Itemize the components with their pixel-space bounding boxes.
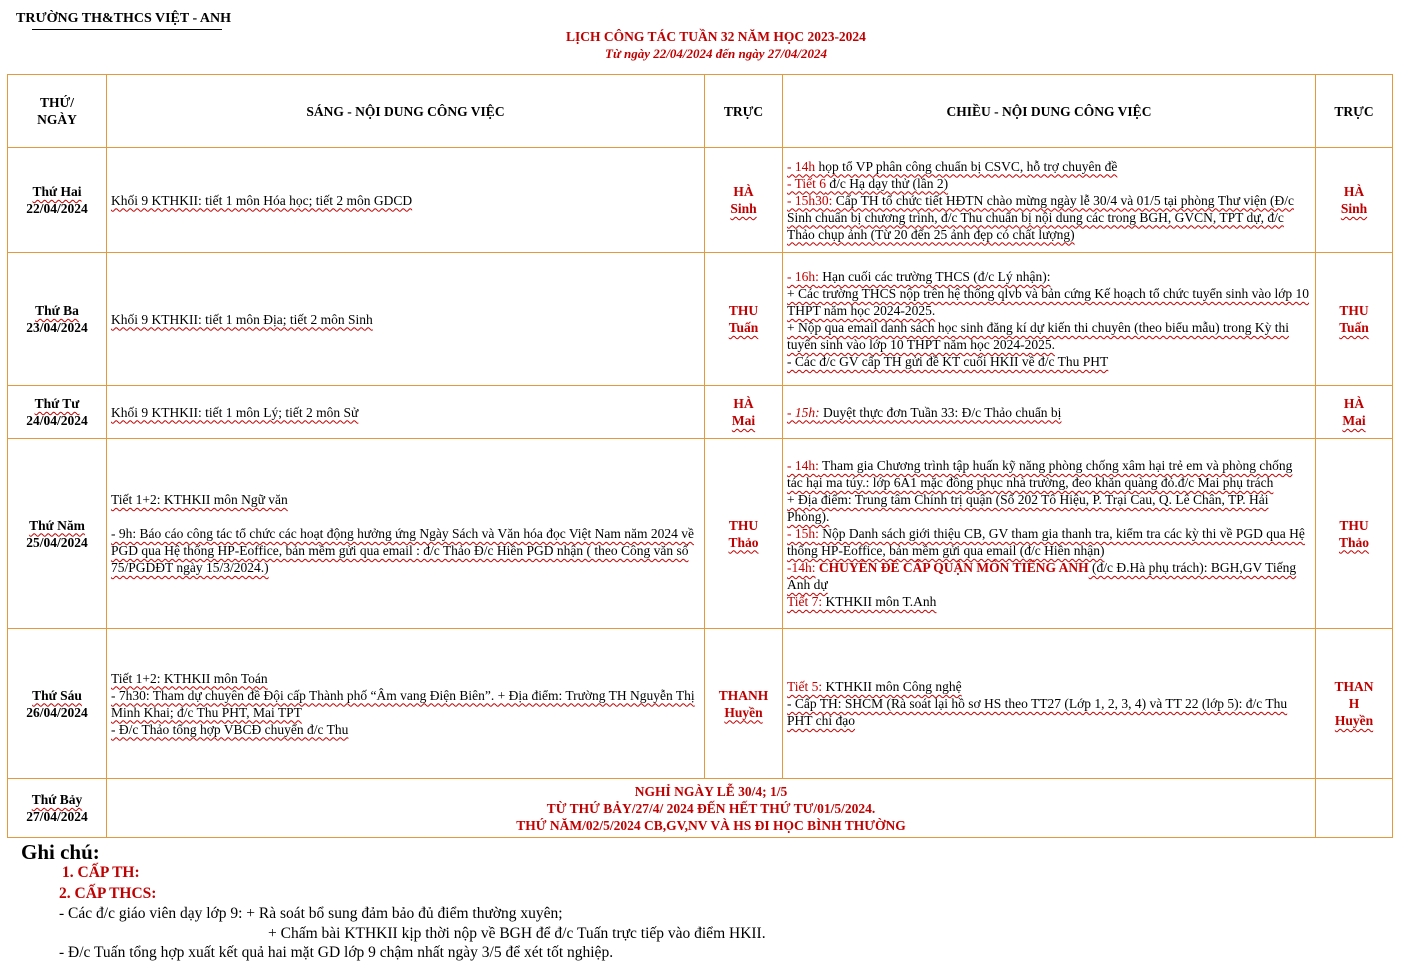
- duty-name: Huyền: [1334, 713, 1374, 728]
- day-name: Thứ Tư: [34, 396, 80, 411]
- school-name: TRƯỜNG TH&THCS VIỆT - ANH: [16, 11, 231, 26]
- afternoon-text: Nộp Danh sách giới thiệu CB, GV tham gia thanh tra, kiểm tra các kỳ thi về PGD qua Hệ thống HP-Eoffice, bản mềm gửi qua email (đ/c Hiền nhận): [787, 526, 1305, 558]
- afternoon-text: - Cấp TH: SHCM (Rà soát lại hồ sơ HS theo TT27 (Lớp 1, 2, 3, 4) và TT 22 (lớp 5): đ/c Thu PHT chỉ đạo: [787, 696, 1288, 728]
- day-row: [8, 629, 1393, 779]
- morning-duty-cell: [705, 629, 783, 779]
- holiday-line: TỪ THỨ BẢY/27/4/ 2024 ĐẾN HẾT THỨ TƯ/01/5/2024.: [546, 800, 876, 816]
- day-cell: [8, 148, 107, 253]
- day-name: Thứ Ba: [35, 303, 79, 318]
- notes-line: - Các đ/c giáo viên dạy lớp 9: + Rà soát bổ sung đảm bảo đủ điểm thường xuyên;: [59, 905, 563, 922]
- duty-name: Mai: [1342, 413, 1366, 428]
- duty-name: Mai: [731, 413, 756, 428]
- day-date: 24/04/2024: [26, 413, 88, 428]
- afternoon-line: [787, 353, 1311, 370]
- afternoon-duty-cell: [1316, 386, 1393, 439]
- afternoon-text: (đ/c Đ.Hà phụ trách): BGH,GV Tiếng Anh dự: [787, 560, 1297, 592]
- afternoon-text: Tham gia Chương trình tập huấn kỹ năng phòng chống xâm hại trẻ em và phòng chống tác hại ma túy.: lớp 6A1 mặc đồng phục nhà trường, đeo khăn quàng đỏ.đ/c Mai phụ trách: [787, 458, 1293, 490]
- day-date: 26/04/2024: [26, 704, 88, 720]
- day-name: Thứ Bảy: [31, 792, 83, 807]
- day-cell: [8, 629, 107, 779]
- afternoon-text: đ/c Hạ dạy thử (lần 2): [826, 175, 949, 191]
- time-prefix: - 15h:: [787, 526, 819, 541]
- day-cell: [8, 779, 107, 838]
- day-date: 23/04/2024: [26, 320, 88, 335]
- day-cell: [8, 386, 107, 439]
- header-afternoon: CHIỀU - NỘI DUNG CÔNG VIỆC: [783, 75, 1316, 148]
- header-day: THỨ/ NGÀY: [8, 75, 107, 148]
- morning-cell: [107, 253, 705, 386]
- morning-line: - 9h: Báo cáo công tác tổ chức các hoạt động hưởng ứng Ngày Sách và Văn hóa đọc Việt Nam năm 2024 về PGD qua Hệ thống HP-Eoffice, bản mềm gửi qua email : đ/c Thảo Đ/c Hiền PGD nhận ( theo Công văn số 75/PGDĐT ngày 15/3/2024.): [111, 526, 694, 575]
- duty-name: Tuấn: [728, 320, 759, 335]
- duty-name: Thảo: [1338, 534, 1369, 550]
- duty-name: THU: [1339, 303, 1369, 318]
- duty-name: HÀ: [733, 184, 754, 199]
- duty-name: Tuấn: [1339, 320, 1369, 335]
- duty-name: HÀ: [1343, 184, 1365, 199]
- afternoon-cell: [783, 253, 1316, 386]
- time-prefix: - Tiết 6: [787, 175, 827, 191]
- morning-duty-cell: [705, 386, 783, 439]
- afternoon-line: [787, 285, 1311, 319]
- afternoon-line: [787, 404, 1311, 421]
- time-prefix: -14h:: [787, 560, 816, 575]
- schedule-table: [7, 74, 1393, 838]
- afternoon-cell: [783, 148, 1316, 253]
- day-date: 25/04/2024: [26, 534, 88, 550]
- time-prefix: - 15h:: [787, 404, 820, 420]
- morning-line: - 7h30: Tham dự chuyên đề Đội cấp Thành phố “Âm vang Điện Biên”. + Địa điểm: Trường TH Nguyễn Thị Minh Khai; đ/c Thu PHT, Mai TPT: [111, 687, 695, 720]
- day-cell: [8, 439, 107, 629]
- afternoon-duty-cell: [1316, 253, 1393, 386]
- time-prefix: Tiết 7:: [787, 594, 823, 609]
- morning-line: - Đ/c Thảo tổng hợp VBCĐ chuyển đ/c Thu: [111, 721, 349, 737]
- afternoon-text: họp tổ VP phân công chuẩn bị CSVC, hỗ trợ chuyên đề: [815, 158, 1118, 174]
- afternoon-text: - Các đ/c GV cấp TH gửi đề KT cuối HKII về đ/c Thu PHT: [787, 354, 1109, 369]
- afternoon-line: [787, 559, 1311, 593]
- afternoon-line: [787, 457, 1311, 491]
- afternoon-line: [787, 319, 1311, 353]
- duty-name: Sinh: [1340, 201, 1368, 216]
- afternoon-text: + Địa điểm: Trung tâm Chính trị quận (Số 202 Tô Hiệu, P. Trại Cau, Q. Lê Chân, TP. Hải Phòng).: [787, 492, 1269, 524]
- empty-duty-cell: [1316, 779, 1393, 838]
- afternoon-text: KTHKII môn T.Anh: [822, 594, 937, 609]
- morning-line: Tiết 1+2: KTHKII môn Toán: [111, 670, 268, 686]
- day-row: [8, 439, 1393, 629]
- notes-line: - Đ/c Tuấn tổng hợp xuất kết quả hai mặt GD lớp 9 chậm nhất ngày 3/5 để xét tốt nghiệp.: [59, 944, 614, 961]
- morning-duty-cell: [705, 439, 783, 629]
- day-date: 27/04/2024: [26, 809, 88, 824]
- time-prefix: - 15h30:: [787, 192, 833, 208]
- morning-cell: [107, 148, 705, 253]
- notes-title: Ghi chú:: [21, 840, 100, 864]
- afternoon-text: Hạn cuối các trường THCS (đ/c Lý nhận):: [818, 269, 1051, 284]
- afternoon-line: [787, 268, 1311, 285]
- header-afternoon-duty: TRỰC: [1316, 75, 1393, 148]
- notes-level-primary: 1. CẤP TH:: [62, 864, 140, 881]
- afternoon-cell: [783, 386, 1316, 439]
- duty-name: THU: [728, 517, 759, 533]
- afternoon-duty-cell: [1316, 629, 1393, 779]
- morning-duty-cell: [705, 253, 783, 386]
- afternoon-line: [787, 158, 1311, 175]
- duty-name: THANH: [718, 687, 769, 703]
- morning-cell: [107, 439, 705, 629]
- afternoon-text: Duyệt thực đơn Tuần 33: Đ/c Thảo chuẩn bị: [819, 404, 1062, 420]
- schedule-title: LỊCH CÔNG TÁC TUẦN 32 NĂM HỌC 2023-2024: [566, 29, 866, 44]
- afternoon-line: [787, 175, 1311, 192]
- afternoon-line: [787, 593, 1311, 610]
- afternoon-duty-cell: [1316, 148, 1393, 253]
- morning-line: Khối 9 KTHKII: tiết 1 môn Địa; tiết 2 môn Sinh: [111, 311, 373, 327]
- duty-name: Sinh: [730, 201, 757, 216]
- duty-name: THU: [1339, 517, 1369, 533]
- afternoon-duty-cell: [1316, 439, 1393, 629]
- afternoon-line: [787, 491, 1311, 525]
- morning-line: Tiết 1+2: KTHKII môn Ngữ văn: [111, 492, 288, 507]
- afternoon-line: [787, 678, 1311, 695]
- duty-name: THU: [728, 303, 759, 318]
- holiday-row: [8, 779, 1393, 838]
- morning-cell: [107, 629, 705, 779]
- time-prefix: - 16h:: [787, 269, 819, 284]
- header-morning: SÁNG - NỘI DUNG CÔNG VIỆC: [107, 75, 705, 148]
- afternoon-text: + Các trường THCS nộp trên hệ thống qlvb và bản cứng Kế hoạch tổ chức tuyển sinh vào lớp 10 THPT năm học 2024-2025.: [787, 286, 1309, 318]
- header-morning-duty: TRỰC: [705, 75, 783, 148]
- time-prefix: - 14h: [787, 158, 816, 174]
- holiday-line: NGHỈ NGÀY LỄ 30/4; 1/5: [634, 783, 788, 799]
- day-name: Thứ Năm: [29, 517, 85, 533]
- day-date: 22/04/2024: [26, 201, 88, 216]
- morning-line: Khối 9 KTHKII: tiết 1 môn Lý; tiết 2 môn Sử: [111, 404, 359, 420]
- day-name: Thứ Sáu: [32, 687, 82, 703]
- afternoon-line: [787, 525, 1311, 559]
- duty-name: HÀ: [1343, 396, 1365, 411]
- schedule-date-range: Từ ngày 22/04/2024 đến ngày 27/04/2024: [605, 46, 827, 61]
- afternoon-line: [787, 695, 1311, 729]
- afternoon-text: + Nộp qua email danh sách học sinh đăng kí dự kiến thi chuyên (theo biểu mẫu) trong Kỳ thi tuyển sinh vào lớp 10 THPT năm học 2024-2025.: [787, 320, 1289, 352]
- notes-level-secondary: 2. CẤP THCS:: [59, 885, 157, 902]
- day-row: [8, 148, 1393, 253]
- holiday-line: THỨ NĂM/02/5/2024 CB,GV,NV VÀ HS ĐI HỌC BÌNH THƯỜNG: [516, 817, 906, 833]
- time-prefix: Tiết 5:: [787, 679, 823, 694]
- duty-name: H: [1348, 696, 1360, 711]
- afternoon-cell: [783, 629, 1316, 779]
- afternoon-line: [787, 192, 1311, 243]
- afternoon-cell: [783, 439, 1316, 629]
- notes-line: + Chấm bài KTHKII kịp thời nộp về BGH để đ/c Tuấn trực tiếp vào điểm HKII.: [268, 925, 766, 942]
- header-row: [8, 75, 1393, 148]
- day-row: [8, 253, 1393, 386]
- morning-cell: [107, 386, 705, 439]
- day-row: [8, 386, 1393, 439]
- duty-name: THAN: [1334, 679, 1374, 694]
- time-prefix: - 14h:: [787, 458, 819, 473]
- morning-line: Khối 9 KTHKII: tiết 1 môn Hóa học; tiết 2 môn GDCD: [111, 192, 413, 208]
- duty-name: HÀ: [733, 396, 754, 411]
- day-cell: [8, 253, 107, 386]
- duty-name: Thảo: [728, 534, 759, 550]
- day-name: Thứ Hai: [32, 184, 82, 199]
- morning-duty-cell: [705, 148, 783, 253]
- afternoon-text: Cấp TH tổ chức tiết HĐTN chào mừng ngày lễ 30/4 và 01/5 tại phòng Thư viện (Đ/c Sinh chuẩn bị chương trình, đ/c Thu chuẩn bị nội dung các trong BGH, GVCN, TPT dự, đ/c Thảo chụp ảnh (Từ 20 đến 25 ảnh đẹp có chất lượng): [787, 192, 1294, 242]
- holiday-notice: [107, 779, 1316, 838]
- duty-name: Huyền: [724, 704, 763, 720]
- topic-highlight: CHUYÊN ĐỀ CẤP QUẬN MÔN TIẾNG ANH: [815, 560, 1089, 575]
- afternoon-text: KTHKII môn Công nghệ: [822, 679, 962, 694]
